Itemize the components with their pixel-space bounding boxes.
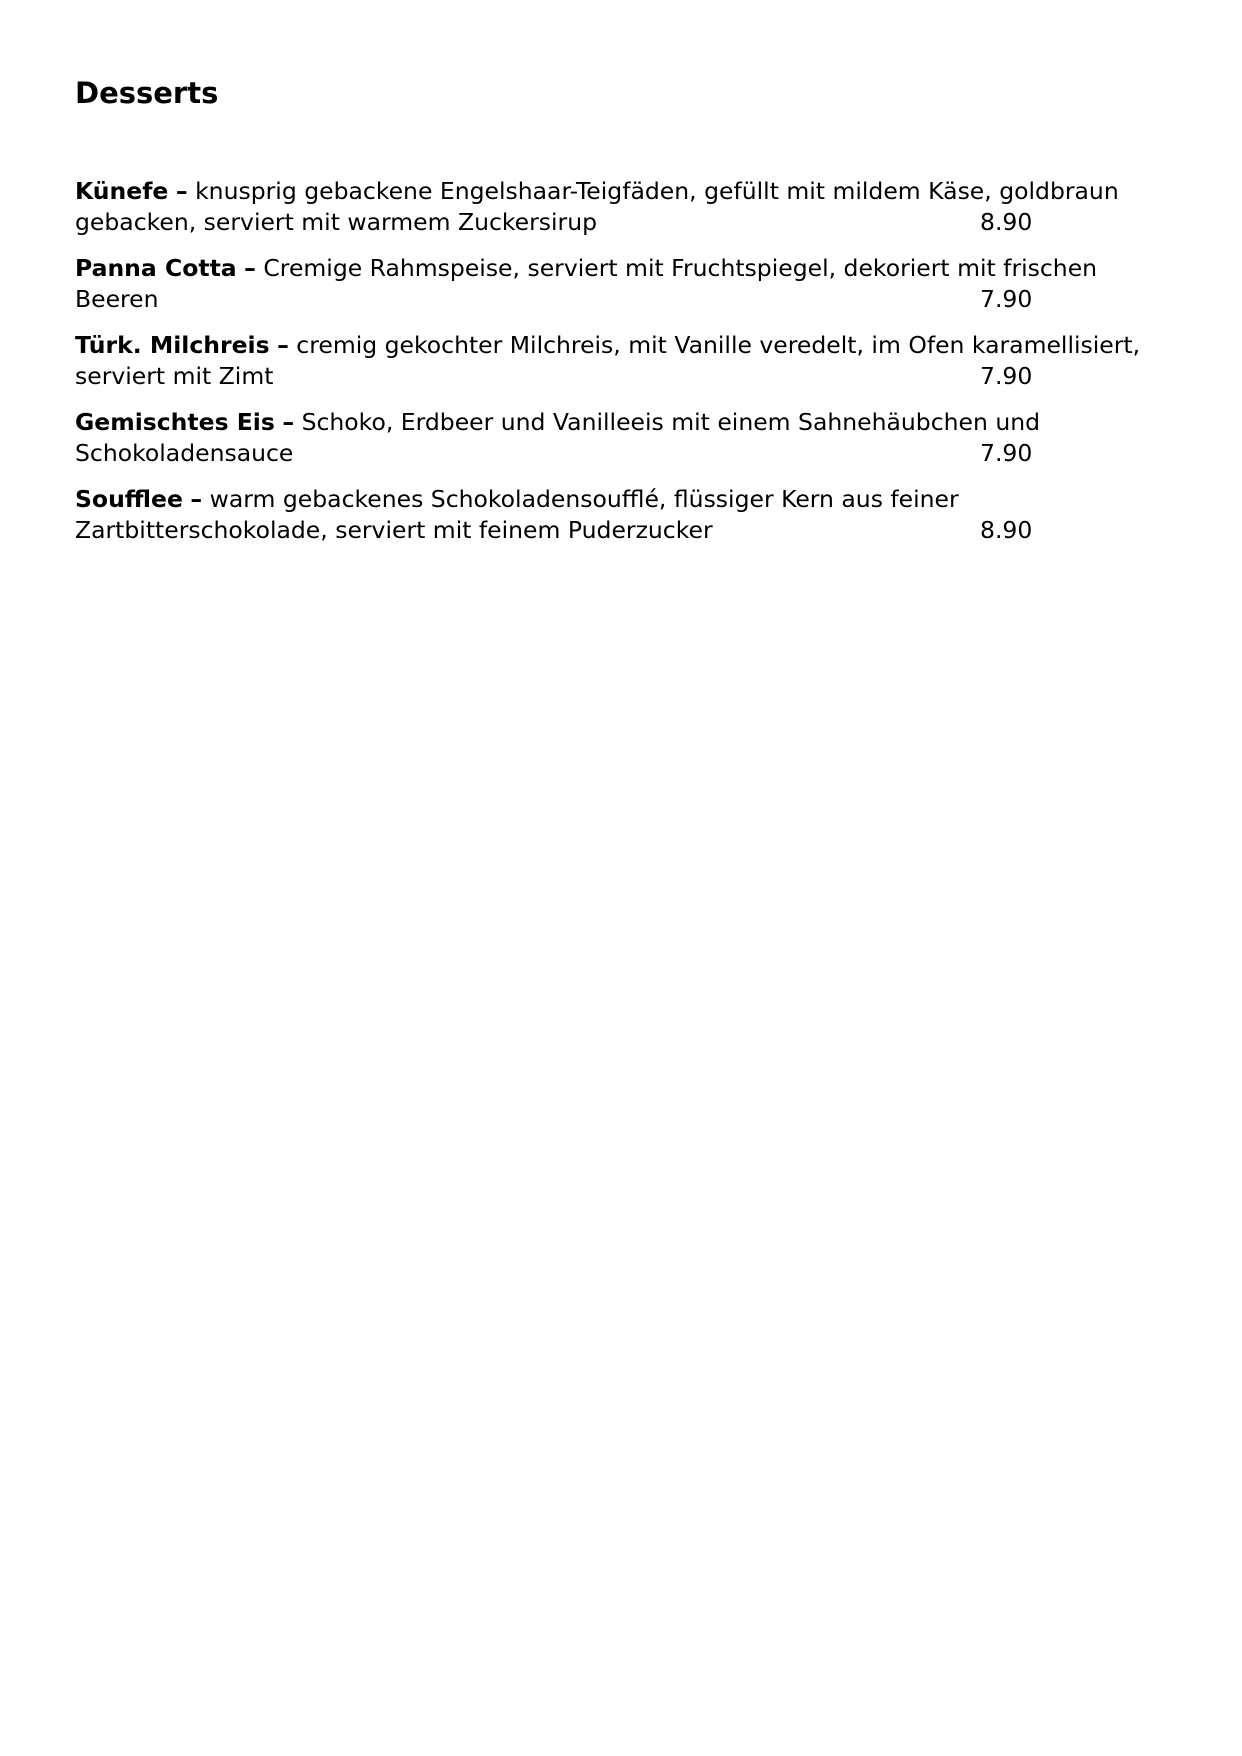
item-description: cremig gekochter Milchreis, mit Vanille veredelt, im Ofen karamellisiert, [296,331,1141,359]
item-separator: – [282,408,295,436]
item-price: 7.90 [980,438,1033,467]
item-price: 7.90 [980,284,1033,313]
item-name: Panna Cotta [75,254,237,282]
item-description: Schoko, Erdbeer und Vanilleeis mit einem Sahnehäubchen und [301,408,1041,436]
item-description-continued: Schokoladensauce [75,438,294,467]
item-description-continued: Zartbitterschokolade, serviert mit feinem Puderzucker [75,515,713,544]
item-description-continued: serviert mit Zimt [75,361,274,390]
page-title: Desserts [75,76,219,110]
item-separator: – [244,254,256,282]
item-description: knusprig gebackene Engelshaar-Teigfäden, gefüllt mit mildem Käse, goldbraun [195,177,1119,205]
item-price: 7.90 [980,361,1033,390]
item-name: Türk. Milchreis [75,331,270,359]
item-description-continued: gebacken, serviert mit warmem Zuckersirup [75,207,598,236]
item-price: 8.90 [980,515,1033,544]
item-description: Cremige Rahmspeise, serviert mit Fruchtspiegel, dekoriert mit frischen [263,254,1098,282]
item-separator: – [277,331,289,359]
item-name: Gemischtes Eis [75,408,275,436]
item-separator: – [190,485,203,513]
item-separator: – [175,177,188,205]
item-description-continued: Beeren [75,284,159,313]
item-price: 8.90 [980,207,1033,236]
menu-item-kuenefe [75,176,1195,237]
dessert-list [75,176,1195,561]
menu-item-soufflee [75,484,1195,545]
menu-item-tuerk-milchreis [75,330,1195,391]
item-description: warm gebackenes Schokoladensoufflé, flüssiger Kern aus feiner [209,485,959,513]
item-name: Soufflee [75,485,183,513]
menu-item-gemischtes-eis [75,407,1195,468]
item-name: Künefe [75,177,169,205]
menu-item-panna-cotta [75,253,1195,314]
